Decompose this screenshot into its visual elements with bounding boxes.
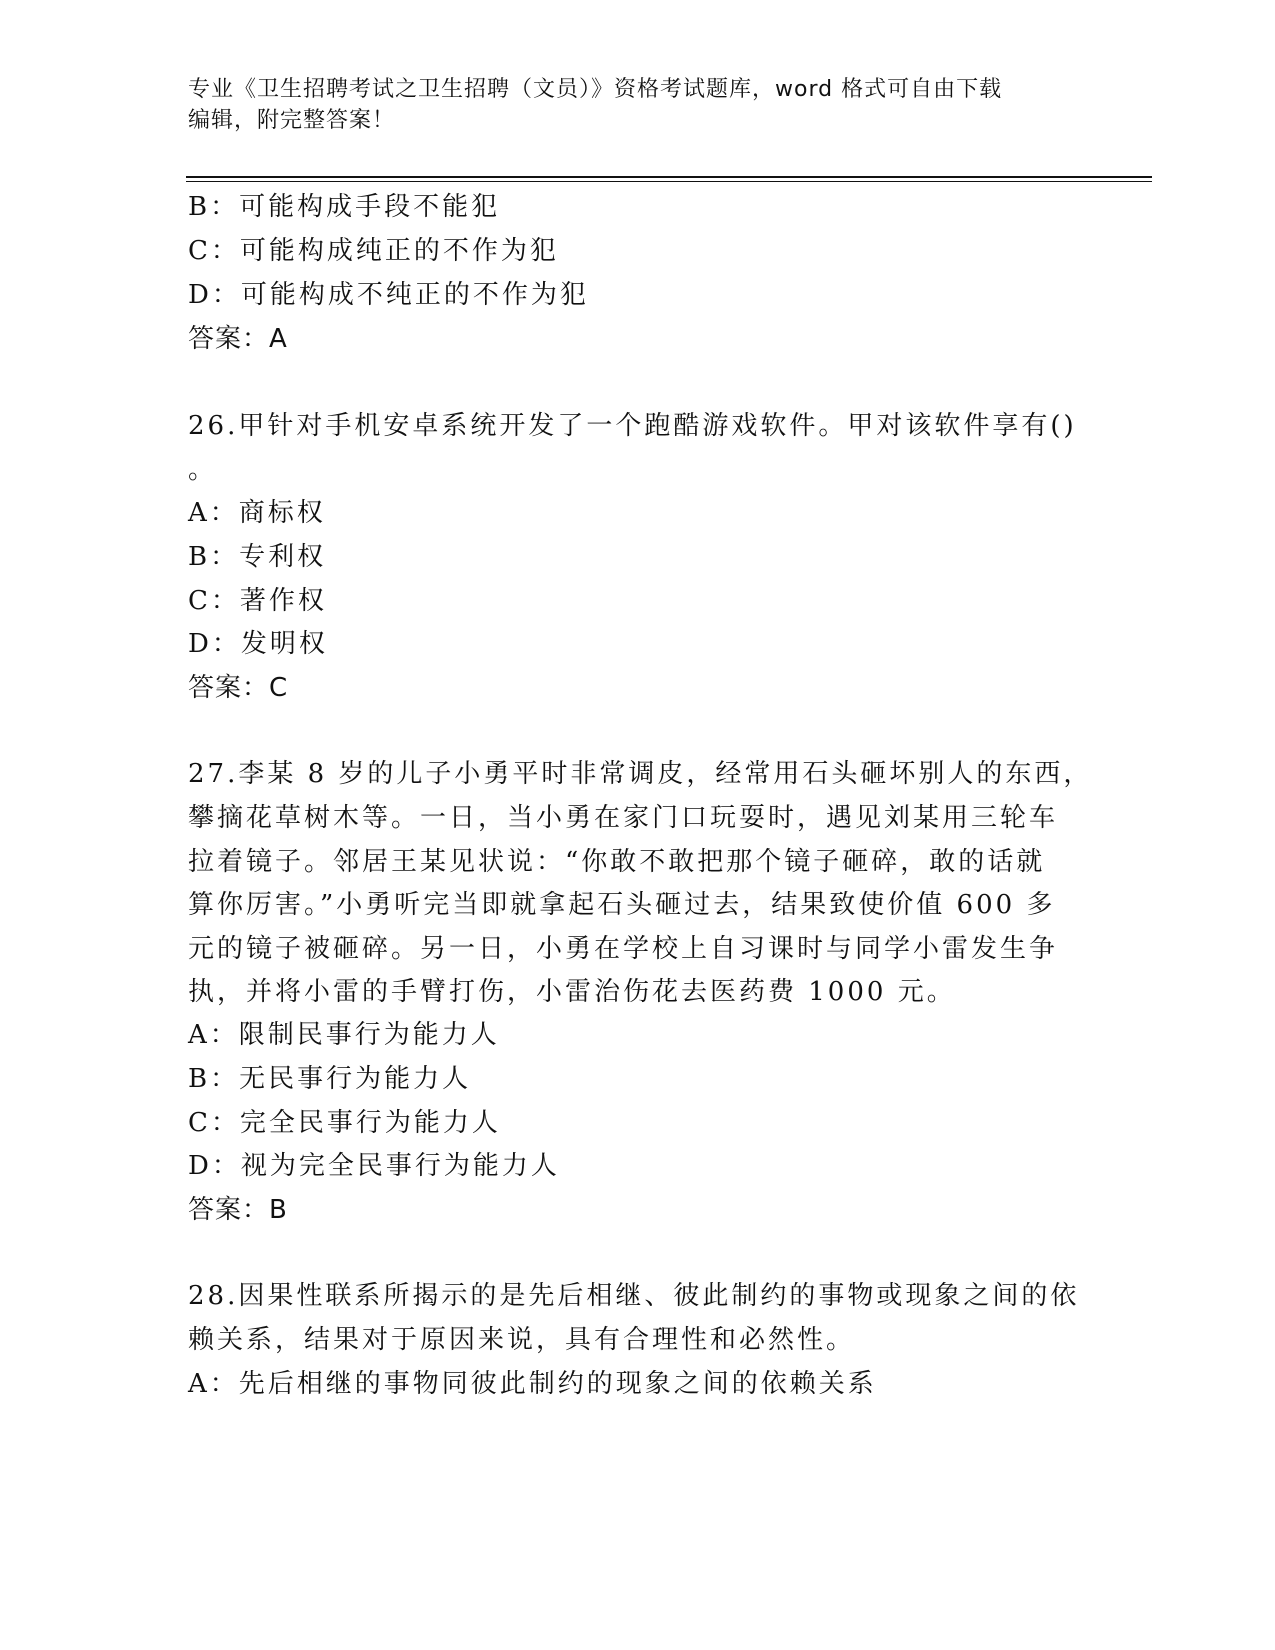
q25-option-d: D：可能构成不纯正的不作为犯 — [188, 280, 589, 310]
q27-option-b: B：无民事行为能力人 — [188, 1064, 472, 1094]
header-line-1: 专业《卫生招聘考试之卫生招聘（文员）》资格考试题库，word 格式可自由下载 — [188, 77, 1003, 102]
q27-stem-line-5: 元的镜子被砸碎。另一日，小勇在学校上自习课时与同学小雷发生争 — [188, 934, 1059, 964]
q28-option-a: A：先后相继的事物同彼此制约的现象之间的依赖关系 — [188, 1369, 877, 1399]
header-line-2: 编辑，附完整答案！ — [188, 108, 396, 133]
q27-stem-line-2: 攀摘花草树木等。一日，当小勇在家门口玩耍时，遇见刘某用三轮车 — [188, 803, 1059, 833]
q26-option-b: B：专利权 — [188, 542, 327, 572]
q25-answer: 答案：A — [188, 324, 288, 354]
q26-answer: 答案：C — [188, 673, 289, 703]
q27-option-a: A：限制民事行为能力人 — [188, 1020, 500, 1050]
header-rule-thin — [186, 181, 1152, 182]
q28-stem-line-2: 赖关系，结果对于原因来说，具有合理性和必然性。 — [188, 1325, 856, 1355]
q27-stem-line-1: 27.李某 8 岁的儿子小勇平时非常调皮，经常用石头砸坏别人的东西， — [188, 759, 1093, 789]
q26-option-c: C：著作权 — [188, 586, 327, 616]
q26-stem-line-2: 。 — [188, 455, 218, 485]
q25-option-b: B：可能构成手段不能犯 — [188, 192, 501, 222]
q26-option-a: A：商标权 — [188, 498, 326, 528]
document-header — [188, 74, 1068, 136]
q27-option-d: D：视为完全民事行为能力人 — [188, 1151, 560, 1181]
q27-option-c: C：完全民事行为能力人 — [188, 1108, 501, 1138]
q26-option-d: D：发明权 — [188, 629, 328, 659]
q27-stem-line-6: 执，并将小雷的手臂打伤，小雷治伤花去医药费 1000 元。 — [188, 977, 956, 1007]
q26-stem-line-1: 26.甲针对手机安卓系统开发了一个跑酷游戏软件。甲对该软件享有() — [188, 411, 1077, 441]
q25-option-c: C：可能构成纯正的不作为犯 — [188, 236, 559, 266]
header-rule-thick — [186, 176, 1152, 178]
q27-stem-line-4: 算你厉害。”小勇听完当即就拿起石头砸过去，结果致使价值 600 多 — [188, 890, 1056, 920]
q27-stem-line-3: 拉着镜子。邻居王某见状说：“你敢不敢把那个镜子砸碎，敢的话就 — [188, 847, 1046, 877]
q28-stem-line-1: 28.因果性联系所揭示的是先后相继、彼此制约的事物或现象之间的依 — [188, 1281, 1080, 1311]
q27-answer: 答案：B — [188, 1195, 288, 1225]
